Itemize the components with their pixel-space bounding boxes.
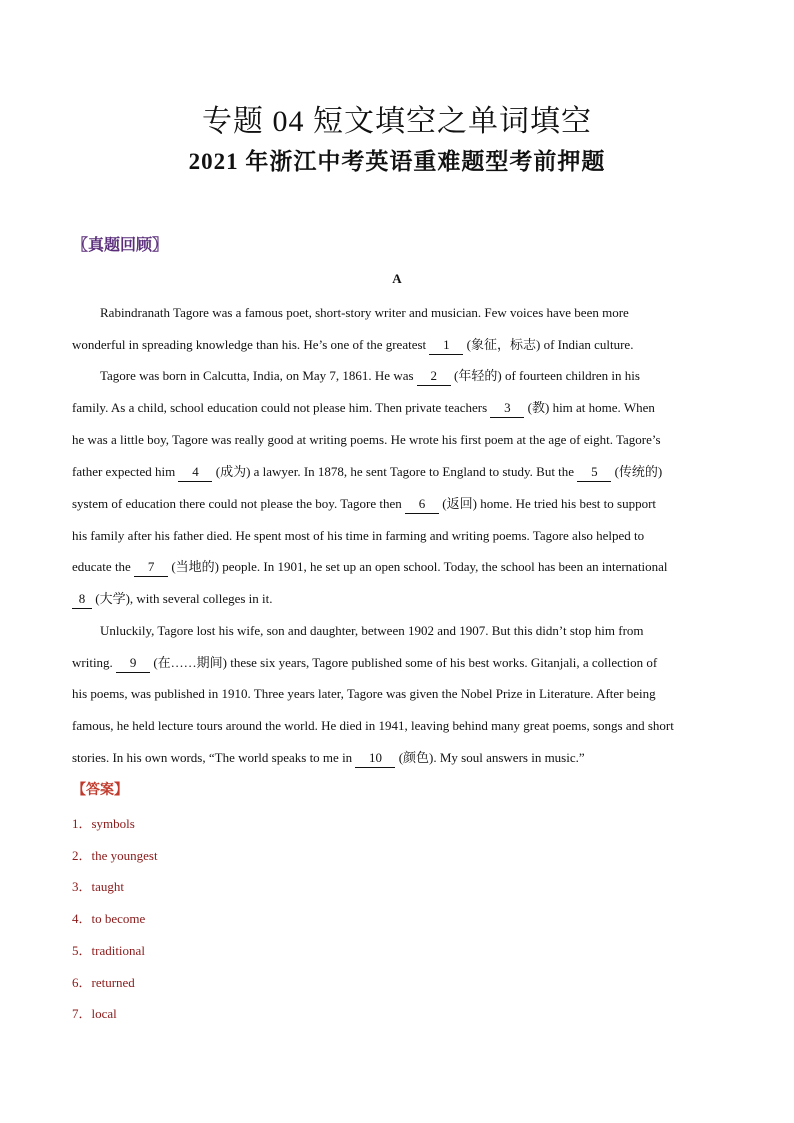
passage-line: famous, he held lecture tours around the world. He died in 1941, leaving behind many great poems, songs and short — [72, 718, 674, 733]
passage-line: 8 (大学), with several colleges in it. — [72, 590, 273, 609]
passage-line: father expected him 4 (成为) a lawyer. In 1878, he sent Tagore to England to study. But the 5 (传统的) — [72, 463, 662, 482]
blank-2: 2 — [417, 367, 451, 386]
document-subtitle: 2021 年浙江中考英语重难题型考前押题 — [188, 149, 606, 174]
passage-line: educate the 7 (当地的) people. In 1901, he set up an open school. Today, the school has been an international — [72, 558, 668, 577]
blank-9: 9 — [116, 654, 150, 673]
answer-item: 2．the youngest — [72, 848, 158, 863]
answer-item: 1．symbols — [72, 816, 135, 831]
blank-1: 1 — [429, 336, 463, 355]
answer-item: 5．traditional — [72, 943, 145, 958]
passage-line: his family after his father died. He spent most of his time in farming and writing poems. Tagore also helped to — [72, 528, 645, 543]
blank-3: 3 — [490, 399, 524, 418]
answer-label: 【答案】 — [72, 783, 128, 798]
passage-letter: A — [392, 271, 402, 286]
passage-line: wonderful in spreading knowledge than his. He’s one of the greatest 1 (象征，标志) of Indian culture. — [72, 336, 633, 355]
blank-6: 6 — [405, 495, 439, 514]
section-label: 〖真题回顾〗 — [72, 237, 169, 254]
answer-item: 3．taught — [72, 879, 124, 894]
passage-line: he was a little boy, Tagore was really good at writing poems. He wrote his first poem at the age of eight. Tagore’s — [72, 432, 661, 447]
passage-line: stories. In his own words, “The world speaks to me in 10 (颜色). My soul answers in music.” — [72, 749, 585, 768]
passage-line: Unluckily, Tagore lost his wife, son and daughter, between 1902 and 1907. But this didn’t stop him from — [100, 623, 644, 638]
blank-4: 4 — [178, 463, 212, 482]
passage-line: system of education there could not please the boy. Tagore then 6 (返回) home. He tried his best to support — [72, 495, 656, 514]
blank-8: 8 — [72, 590, 92, 609]
document-title: 专题 04 短文填空之单词填空 — [202, 105, 592, 138]
blank-5: 5 — [577, 463, 611, 482]
blank-10: 10 — [355, 749, 395, 768]
passage-line: family. As a child, school education could not please him. Then private teachers 3 (教) him at home. When — [72, 399, 655, 418]
passage-line: his poems, was published in 1910. Three years later, Tagore was given the Nobel Prize in Literature. After being — [72, 686, 656, 701]
answer-item: 7．local — [72, 1006, 117, 1021]
passage-line: Rabindranath Tagore was a famous poet, short-story writer and musician. Few voices have been more — [100, 305, 629, 320]
answer-item: 4．to become — [72, 911, 146, 926]
answer-item: 6．returned — [72, 975, 135, 990]
passage-line: writing. 9 (在……期间) these six years, Tagore published some of his best works. Gitanjali, a collection of — [72, 654, 657, 673]
blank-7: 7 — [134, 558, 168, 577]
passage-line: Tagore was born in Calcutta, India, on May 7, 1861. He was 2 (年轻的) of fourteen children in his — [100, 367, 640, 386]
